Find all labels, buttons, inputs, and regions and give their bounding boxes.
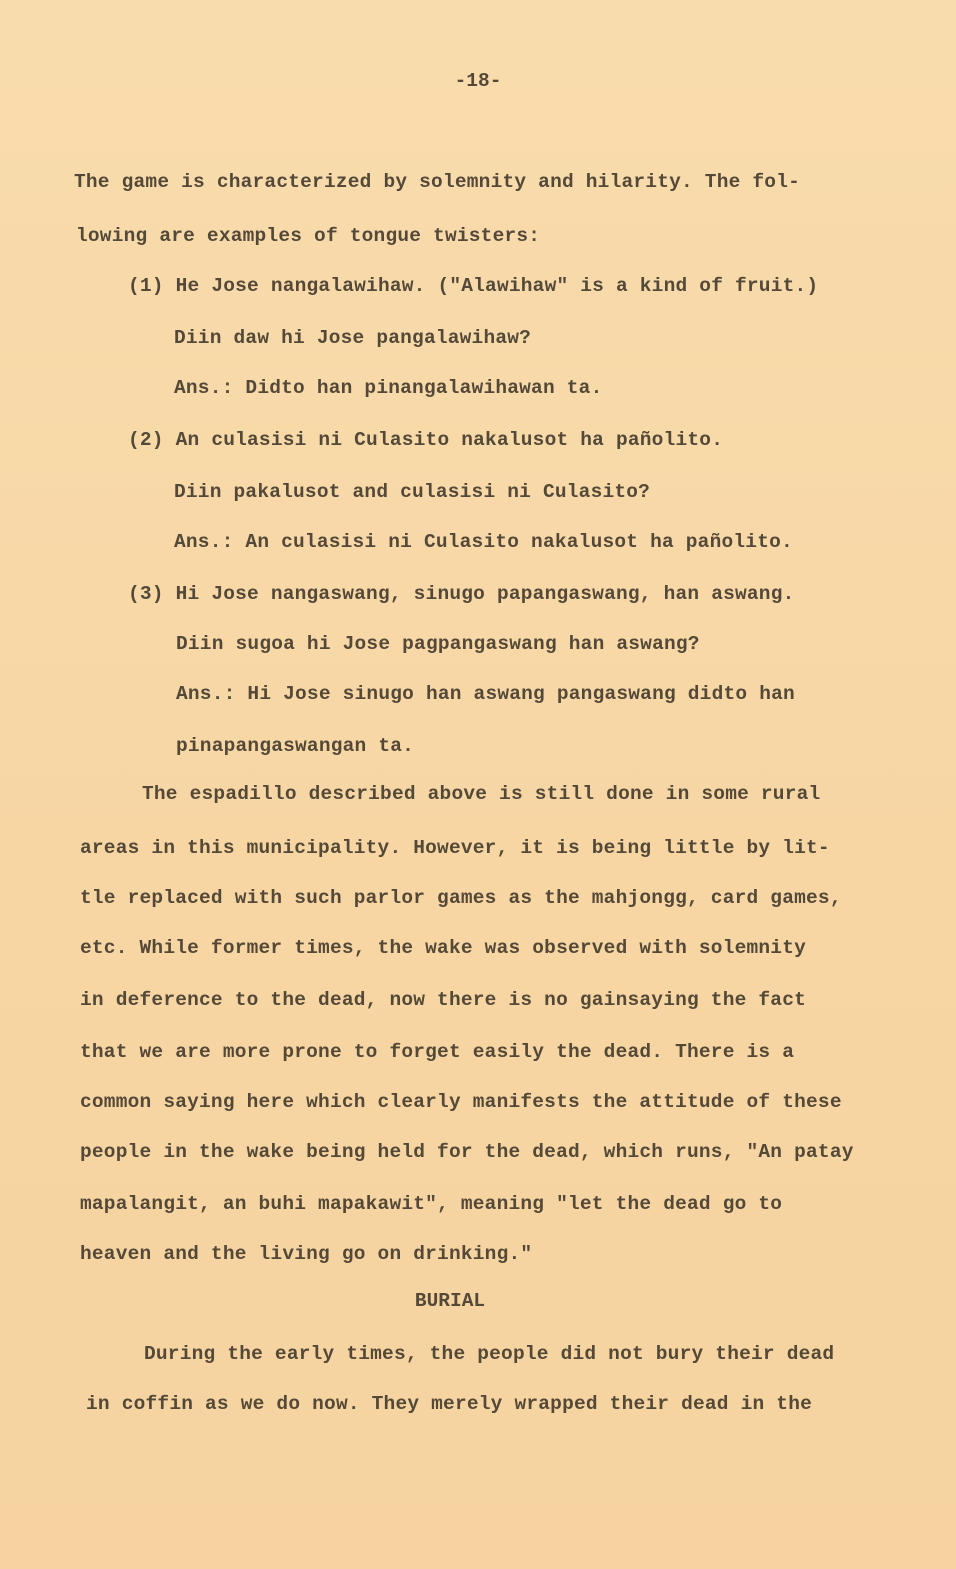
text-line: Ans.: An culasisi ni Culasito nakalusot ha pañolito. xyxy=(174,531,793,553)
text-line: Diin sugoa hi Jose pagpangaswang han aswang? xyxy=(176,633,700,655)
text-line: in coffin as we do now. They merely wrapped their dead in the xyxy=(86,1393,813,1415)
text-line: (3) Hi Jose nangaswang, sinugo papangaswang, han aswang. xyxy=(128,583,795,605)
text-line: tle replaced with such parlor games as the mahjongg, card games, xyxy=(80,887,842,909)
text-line: (2) An culasisi ni Culasito nakalusot ha pañolito. xyxy=(128,429,724,451)
text-line: During the early times, the people did not bury their dead xyxy=(144,1343,835,1365)
text-line: Ans.: Hi Jose sinugo han aswang pangaswang didto han xyxy=(176,683,795,705)
text-line: in deference to the dead, now there is no gainsaying the fact xyxy=(80,989,807,1011)
text-line: heaven and the living go on drinking." xyxy=(80,1243,533,1265)
text-line: mapalangit, an buhi mapakawit", meaning "let the dead go to xyxy=(80,1193,783,1215)
text-line: etc. While former times, the wake was observed with solemnity xyxy=(80,937,807,959)
text-line: pinapangaswangan ta. xyxy=(176,735,415,757)
text-line: people in the wake being held for the dead, which runs, "An patay xyxy=(80,1141,854,1163)
page-number: -18- xyxy=(454,70,502,92)
text-line: The game is characterized by solemnity and hilarity. The fol- xyxy=(74,171,801,193)
text-line: (1) He Jose nangalawihaw. ("Alawihaw" is a kind of fruit.) xyxy=(128,275,819,297)
section-heading: BURIAL xyxy=(414,1290,486,1312)
text-line: that we are more prone to forget easily the dead. There is a xyxy=(80,1041,795,1063)
text-line: areas in this municipality. However, it is being little by lit- xyxy=(80,837,830,859)
text-line: common saying here which clearly manifests the attitude of these xyxy=(80,1091,842,1113)
text-line: Ans.: Didto han pinangalawihawan ta. xyxy=(174,377,603,399)
text-line: lowing are examples of tongue twisters: xyxy=(76,225,541,247)
text-line: Diin daw hi Jose pangalawihaw? xyxy=(174,327,532,349)
text-line: The espadillo described above is still done in some rural xyxy=(142,783,821,805)
text-line: Diin pakalusot and culasisi ni Culasito? xyxy=(174,481,651,503)
